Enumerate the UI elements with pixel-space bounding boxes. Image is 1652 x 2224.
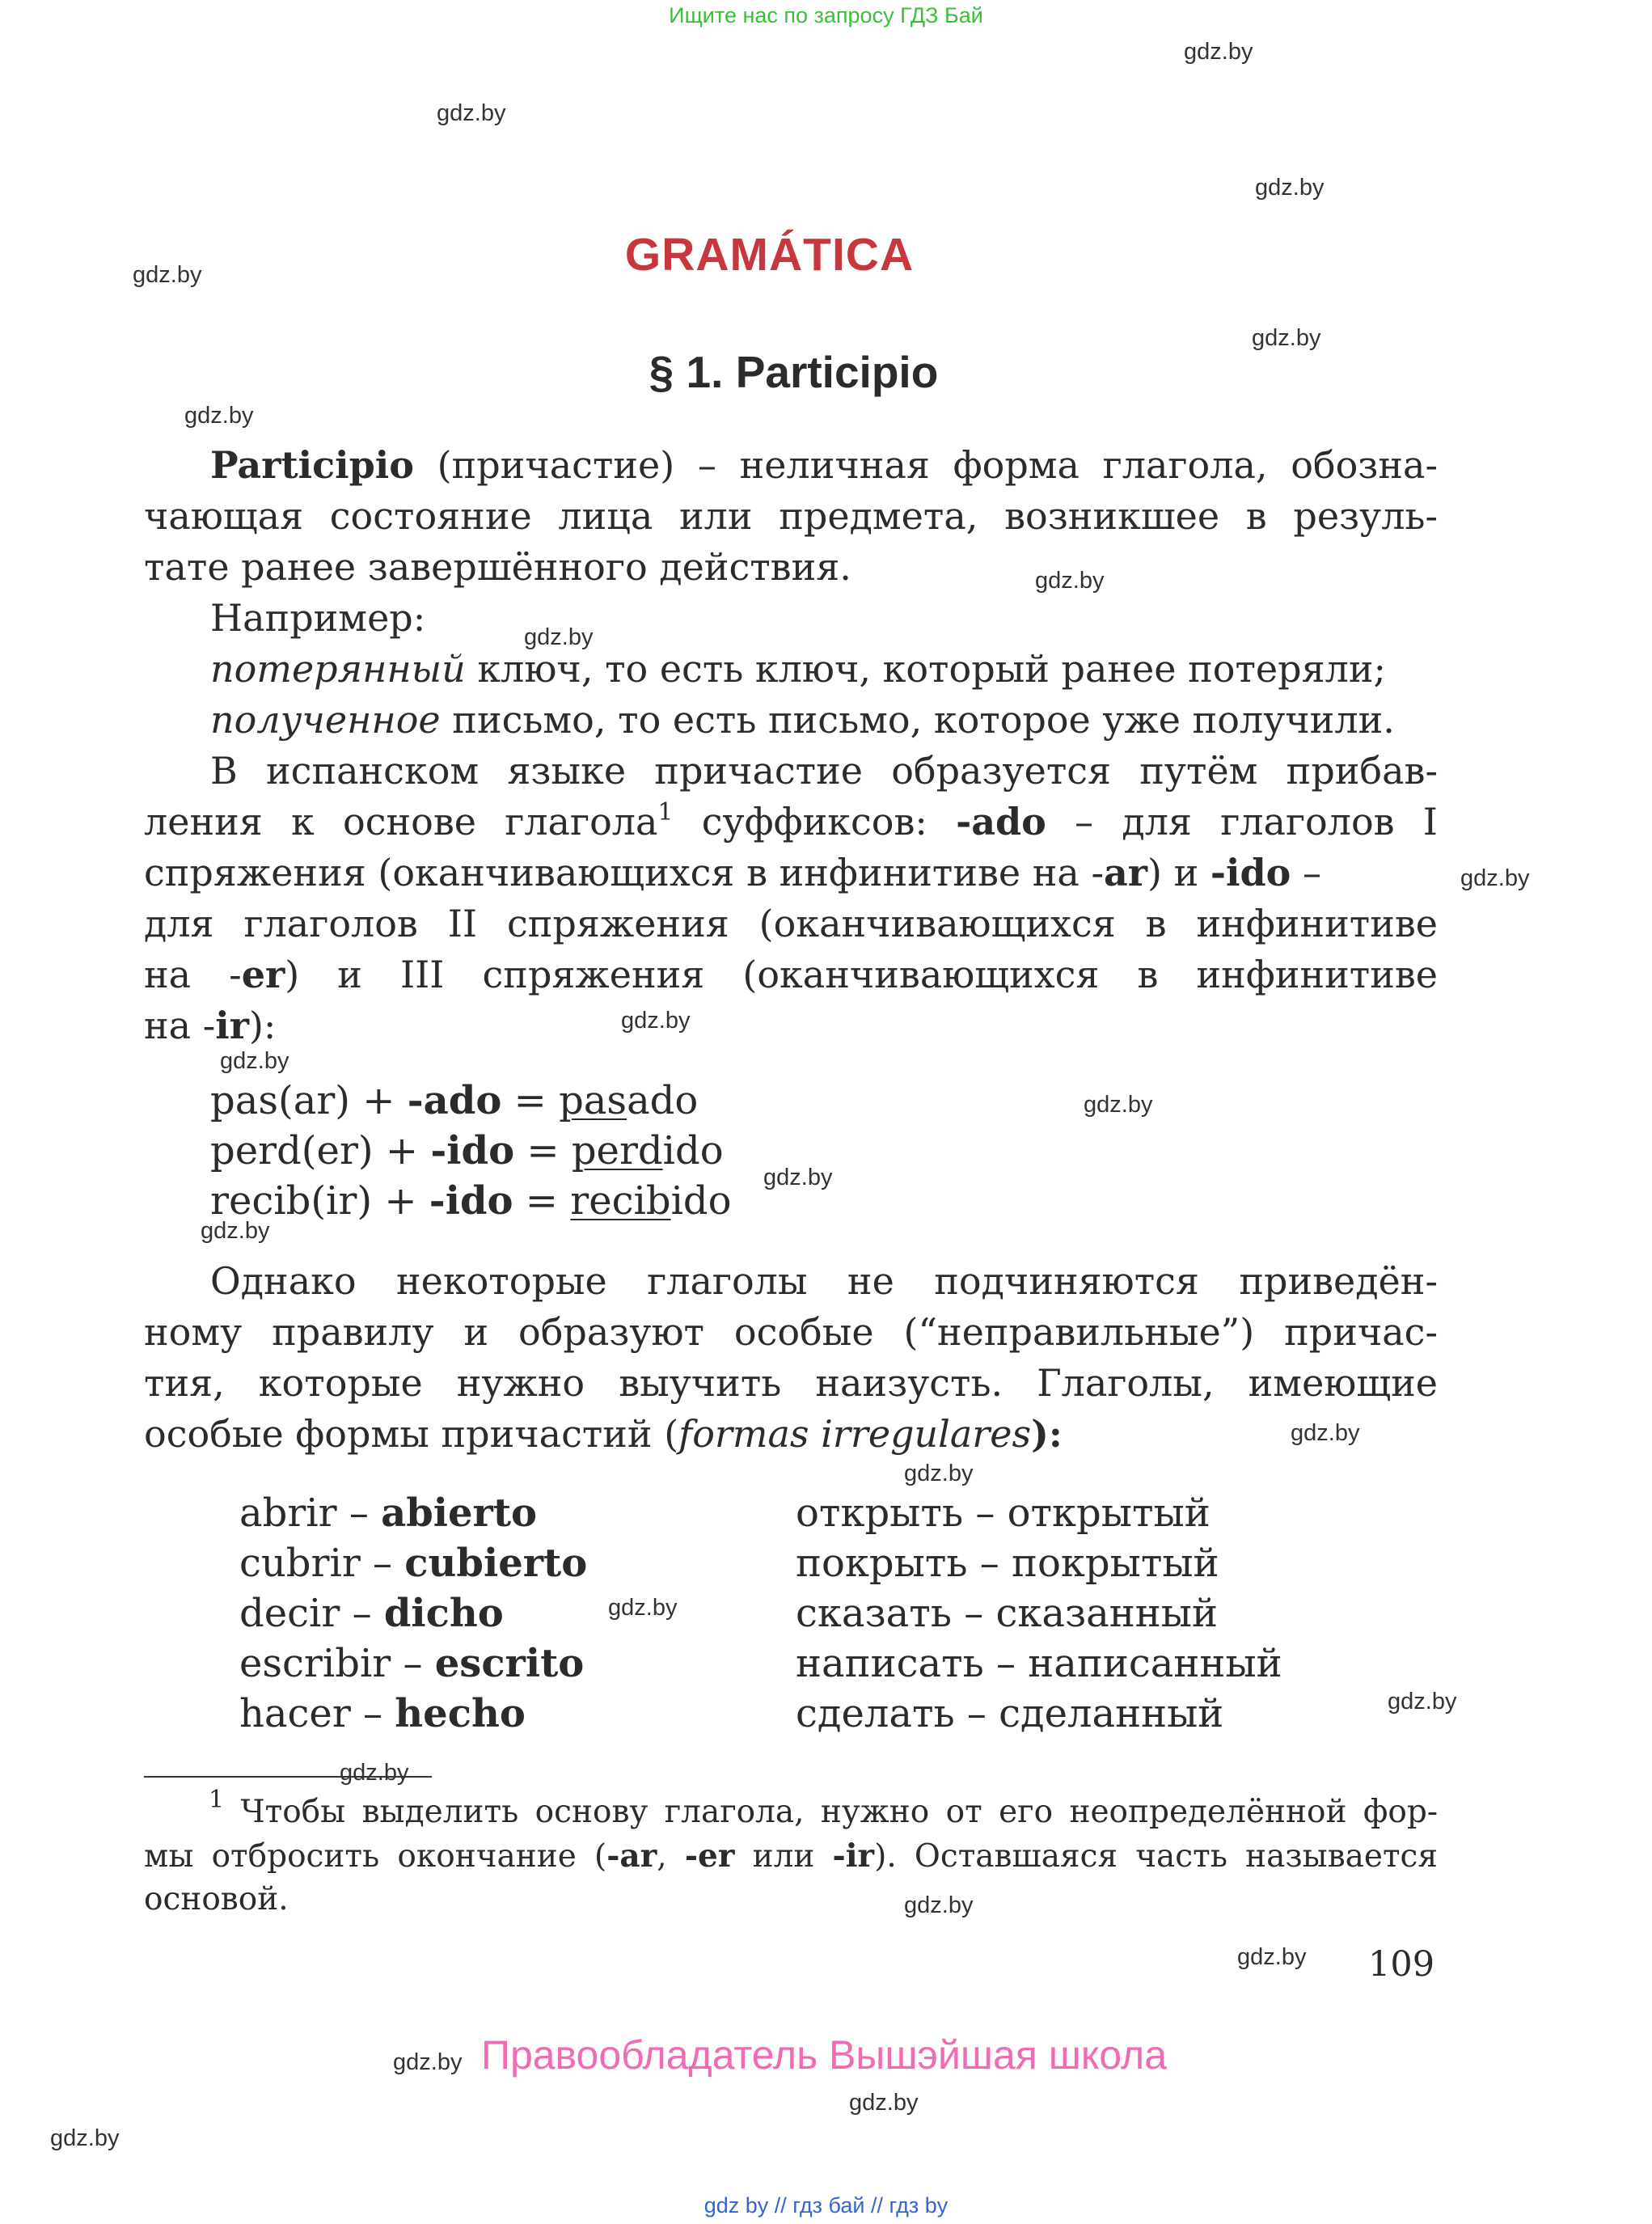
para1-line: тате ранее завершённого действия. — [144, 545, 851, 589]
footnote-line: мы отбросить окончание (-ar, -er или -ir). Оставшаяся часть называется — [144, 1837, 1439, 1875]
watermark: gdz.by — [437, 100, 506, 126]
watermark: gdz.by — [1084, 1092, 1153, 1118]
watermark: gdz.by — [1388, 1689, 1457, 1715]
para3-line: ному правилу и образуют особые (“неправильные”) причас- — [144, 1310, 1438, 1354]
watermark: gdz.by — [1035, 568, 1105, 594]
para3-line: Однако некоторые глаголы не подчиняются приведён- — [210, 1259, 1438, 1303]
irregular-verb: abrir – abierto — [239, 1490, 538, 1536]
watermark: gdz.by — [201, 1218, 270, 1244]
watermark: gdz.by — [849, 2090, 919, 2116]
irregular-verb: decir – dicho — [239, 1591, 504, 1636]
copyright-holder: Правообладатель Вышэйшая школа — [481, 2032, 1167, 2078]
para2-line: спряжения (оканчивающихся в инфинитиве на -ar) и -ido – — [144, 851, 1321, 894]
para2-line: для глаголов II спряжения (оканчивающихся в инфинитиве — [144, 902, 1438, 945]
watermark: gdz.by — [621, 1008, 691, 1034]
para2-line: ления к основе глагола$^1$ суффиксов: -ado – для глаголов I — [144, 798, 1438, 844]
paragraph-heading: § 1. Participio — [649, 347, 939, 397]
irregular-translation: сделать – сделанный — [796, 1691, 1224, 1736]
example-intro: Например: — [210, 596, 426, 640]
watermark: gdz.by — [340, 1760, 409, 1786]
watermark: gdz.by — [524, 624, 594, 650]
watermark: gdz.by — [1184, 39, 1253, 65]
watermark: gdz.by — [1460, 865, 1530, 891]
formation-example: pas(ar) + -ado = pasado — [210, 1078, 699, 1123]
watermark: gdz.by — [50, 2125, 120, 2151]
irregular-translation: написать – написанный — [796, 1641, 1282, 1686]
footnote-line: основой. — [144, 1881, 289, 1917]
watermark: gdz.by — [1252, 325, 1321, 351]
formation-example: recib(ir) + -ido = recibido — [210, 1178, 732, 1224]
watermark: gdz.by — [763, 1165, 833, 1190]
para1-line: Participio (причастие) – неличная форма глагола, обозна- — [210, 443, 1438, 487]
top-search-hint[interactable]: Ищите нас по запросу ГДЗ Бай — [669, 3, 983, 27]
footnote-line: $^1$ Чтобы выделить основу глагола, нужно от его неопределённой фор- — [209, 1786, 1438, 1830]
para1-line: чающая состояние лица или предмета, возникшее в резуль- — [144, 494, 1438, 538]
watermark: gdz.by — [1237, 1944, 1307, 1970]
example-line: потерянный ключ, то есть ключ, который ранее потеряли; — [210, 647, 1386, 691]
watermark: gdz.by — [1291, 1420, 1360, 1446]
irregular-verb: hacer – hecho — [239, 1691, 526, 1736]
irregular-verb: cubrir – cubierto — [239, 1541, 588, 1586]
irregular-translation: сказать – сказанный — [796, 1591, 1218, 1636]
watermark: gdz.by — [1255, 175, 1325, 201]
bottom-links[interactable]: gdz by // гдз бай // гдз by — [703, 2193, 949, 2218]
para2-line: на -er) и III спряжения (оканчивающихся в инфинитиве — [144, 953, 1439, 996]
section-title: GRAMÁTICA — [624, 229, 915, 281]
watermark: gdz.by — [608, 1595, 678, 1621]
watermark: gdz.by — [904, 1461, 974, 1486]
watermark: gdz.by — [393, 2049, 463, 2075]
para3-line: особые формы причастий (formas irregulares): — [144, 1412, 1063, 1456]
para2-line: В испанском языке причастие образуется путём прибав- — [210, 749, 1438, 793]
page-number: 109 — [1368, 1944, 1435, 1985]
irregular-translation: покрыть – покрытый — [796, 1541, 1219, 1586]
irregular-verb: escribir – escrito — [239, 1641, 585, 1686]
example-line: полученное письмо, то есть письмо, которое уже получили. — [210, 698, 1395, 742]
formation-example: perd(er) + -ido = perdido — [210, 1128, 724, 1173]
para3-line: тия, которые нужно выучить наизусть. Глаголы, имеющие — [144, 1361, 1438, 1405]
watermark: gdz.by — [184, 403, 254, 429]
para2-line: на -ir): — [144, 1004, 277, 1047]
watermark: gdz.by — [904, 1892, 974, 1918]
irregular-translation: открыть – открытый — [796, 1490, 1210, 1536]
footnote-divider — [144, 1776, 432, 1778]
watermark: gdz.by — [133, 262, 202, 288]
watermark: gdz.by — [220, 1048, 289, 1074]
